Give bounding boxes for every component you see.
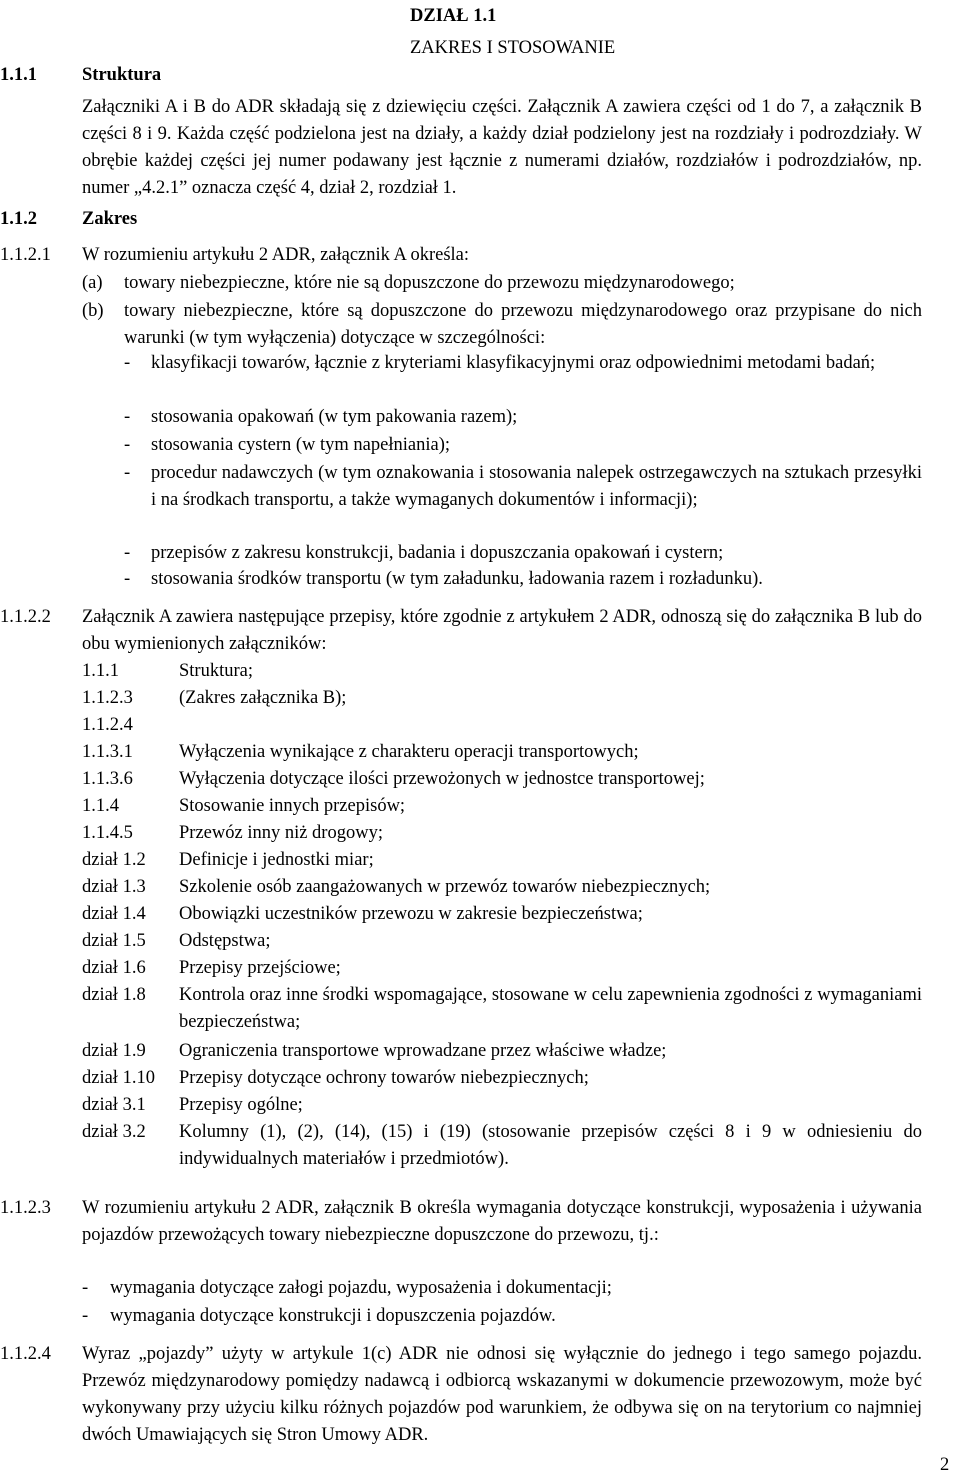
bullet-dash: - [124,353,131,373]
reference-number: dział 1.4 [82,904,146,924]
paragraph-1122-intro: Załącznik A zawiera następujące przepisy, które zgodnie z artykułem 2 ADR, odnoszą się do załącznika B lub do obu wymienionych załączników: [82,607,922,654]
reference-number: 1.1.2.4 [82,715,133,735]
heading-title-111: Struktura [82,65,162,85]
reference-description: Kontrola oraz inne środki wspomagające, stosowane w celu zapewnienia zgodności z wymaganiami bezpieczeństwa; [179,985,922,1032]
paragraph-1121-intro: W rozumieniu artykułu 2 ADR, załącznik A określa: [82,245,470,265]
reference-number: 1.1.3.1 [82,742,133,762]
reference-description: Odstępstwa; [179,931,271,951]
reference-description: Stosowanie innych przepisów; [179,796,406,816]
bullet-dash: - [124,569,131,589]
heading-number-112: 1.1.2 [0,209,37,229]
reference-description: Kolumny (1), (2), (14), (15) i (19) (stosowanie przepisów części 8 i 9 w odniesieniu do indywidualnych materiałów i przedmiotów). [179,1122,922,1169]
reference-description: Przepisy dotyczące ochrony towarów niebezpiecznych; [179,1068,589,1088]
bullet-item: przepisów z zakresu konstrukcji, badania i dopuszczania opakowań i cystern; [151,543,724,563]
reference-description: Obowiązki uczestników przewozu w zakresie bezpieczeństwa; [179,904,643,924]
paragraph-number-1121: 1.1.2.1 [0,245,51,265]
reference-description: (Zakres załącznika B); [179,688,347,708]
reference-number: dział 1.2 [82,850,146,870]
reference-number: dział 1.5 [82,931,146,951]
reference-number: 1.1.1 [82,661,119,681]
bullet-item: stosowania środków transportu (w tym załadunku, ładowania razem i rozładunku). [151,569,763,589]
reference-number: 1.1.4 [82,796,119,816]
reference-description: Przepisy przejściowe; [179,958,341,978]
paragraph-1124: Wyraz „pojazdy” użyty w artykule 1(c) ADR nie odnosi się wyłącznie do jednego i tego samego pojazdu. Przewóz międzynarodowy pomiędzy nadawcą i odbiorcą wskazanymi w dokumencie przewozowym, może być wykonywany przy użyciu kilku różnych pojazdów pod warunkiem, że odbywa się on na terytorium co najmniej dwóch Umawiających się Stron Umowy ADR. [82,1344,922,1445]
list-item-b: towary niebezpieczne, które są dopuszczone do przewozu międzynarodowego oraz przypisane do nich warunki (w tym wyłączenia) dotyczące w szczególności: [124,301,922,348]
reference-number: 1.1.3.6 [82,769,133,789]
reference-number: 1.1.2.3 [82,688,133,708]
bullet-dash: - [82,1306,89,1326]
paragraph-number-1124: 1.1.2.4 [0,1344,51,1364]
reference-description: Wyłączenia wynikające z charakteru operacji transportowych; [179,742,639,762]
list-label-a: (a) [82,273,103,293]
reference-description: Ograniczenia transportowe wprowadzane przez właściwe władze; [179,1041,667,1061]
heading-number-111: 1.1.1 [0,65,37,85]
reference-description: Wyłączenia dotyczące ilości przewożonych w jednostce transportowej; [179,769,705,789]
bullet-item: klasyfikacji towarów, łącznie z kryteriami klasyfikacyjnymi oraz odpowiednimi metodami badań; [151,353,876,373]
paragraph-number-1123: 1.1.2.3 [0,1198,51,1218]
page-number: 2 [940,1455,950,1475]
section-title: DZIAŁ 1.1 [410,6,497,26]
bullet-item: procedur nadawczych (w tym oznakowania i stosowania nalepek ostrzegawczych na sztukach przesyłki i na środkach transportu, a także wymaganych dokumentów i informacji); [151,463,922,510]
bullet-dash: - [124,543,131,563]
reference-number: dział 1.9 [82,1041,146,1061]
reference-number: 1.1.4.5 [82,823,133,843]
reference-number: dział 3.1 [82,1095,146,1115]
reference-description: Przepisy ogólne; [179,1095,303,1115]
bullet-dash: - [124,463,131,483]
reference-number: dział 1.10 [82,1068,155,1088]
reference-number: dział 1.3 [82,877,146,897]
reference-description: Szkolenie osób zaangażowanych w przewóz towarów niebezpiecznych; [179,877,711,897]
reference-description: Przewóz inny niż drogowy; [179,823,383,843]
bullet-item: stosowania opakowań (w tym pakowania razem); [151,407,518,427]
reference-number: dział 1.6 [82,958,146,978]
reference-number: dział 1.8 [82,985,146,1005]
bullet-item: stosowania cystern (w tym napełniania); [151,435,450,455]
bullet-dash: - [124,435,131,455]
bullet-dash: - [124,407,131,427]
paragraph-1123-intro: W rozumieniu artykułu 2 ADR, załącznik B określa wymagania dotyczące konstrukcji, wyposażenia i używania pojazdów przewożących towary niebezpieczne dopuszczone do przewozu, tj.: [82,1198,922,1245]
bullet-dash: - [82,1278,89,1298]
reference-number: dział 3.2 [82,1122,146,1142]
reference-description: Struktura; [179,661,253,681]
paragraph-111: Załączniki A i B do ADR składają się z dziewięciu części. Załącznik A zawiera części od 1 do 7, a załącznik B części 8 i 9. Każda część podzielona jest na działy, a każdy dział podzielony jest na rozdziały i podrozdziały. W obrębie każdej części jej numer podawany jest łącznie z numerami działów, rozdziałów i podrozdziałów, np. numer „4.2.1” oznacza część 4, dział 2, rozdział 1. [82,97,922,198]
paragraph-number-1122: 1.1.2.2 [0,607,51,627]
list-item-a: towary niebezpieczne, które nie są dopuszczone do przewozu międzynarodowego; [124,273,735,293]
list-label-b: (b) [82,301,104,321]
heading-title-112: Zakres [82,209,138,229]
bullet-item: wymagania dotyczące załogi pojazdu, wyposażenia i dokumentacji; [110,1278,612,1298]
reference-description: Definicje i jednostki miar; [179,850,374,870]
bullet-item: wymagania dotyczące konstrukcji i dopuszczenia pojazdów. [110,1306,556,1326]
section-subtitle: ZAKRES I STOSOWANIE [410,38,616,58]
